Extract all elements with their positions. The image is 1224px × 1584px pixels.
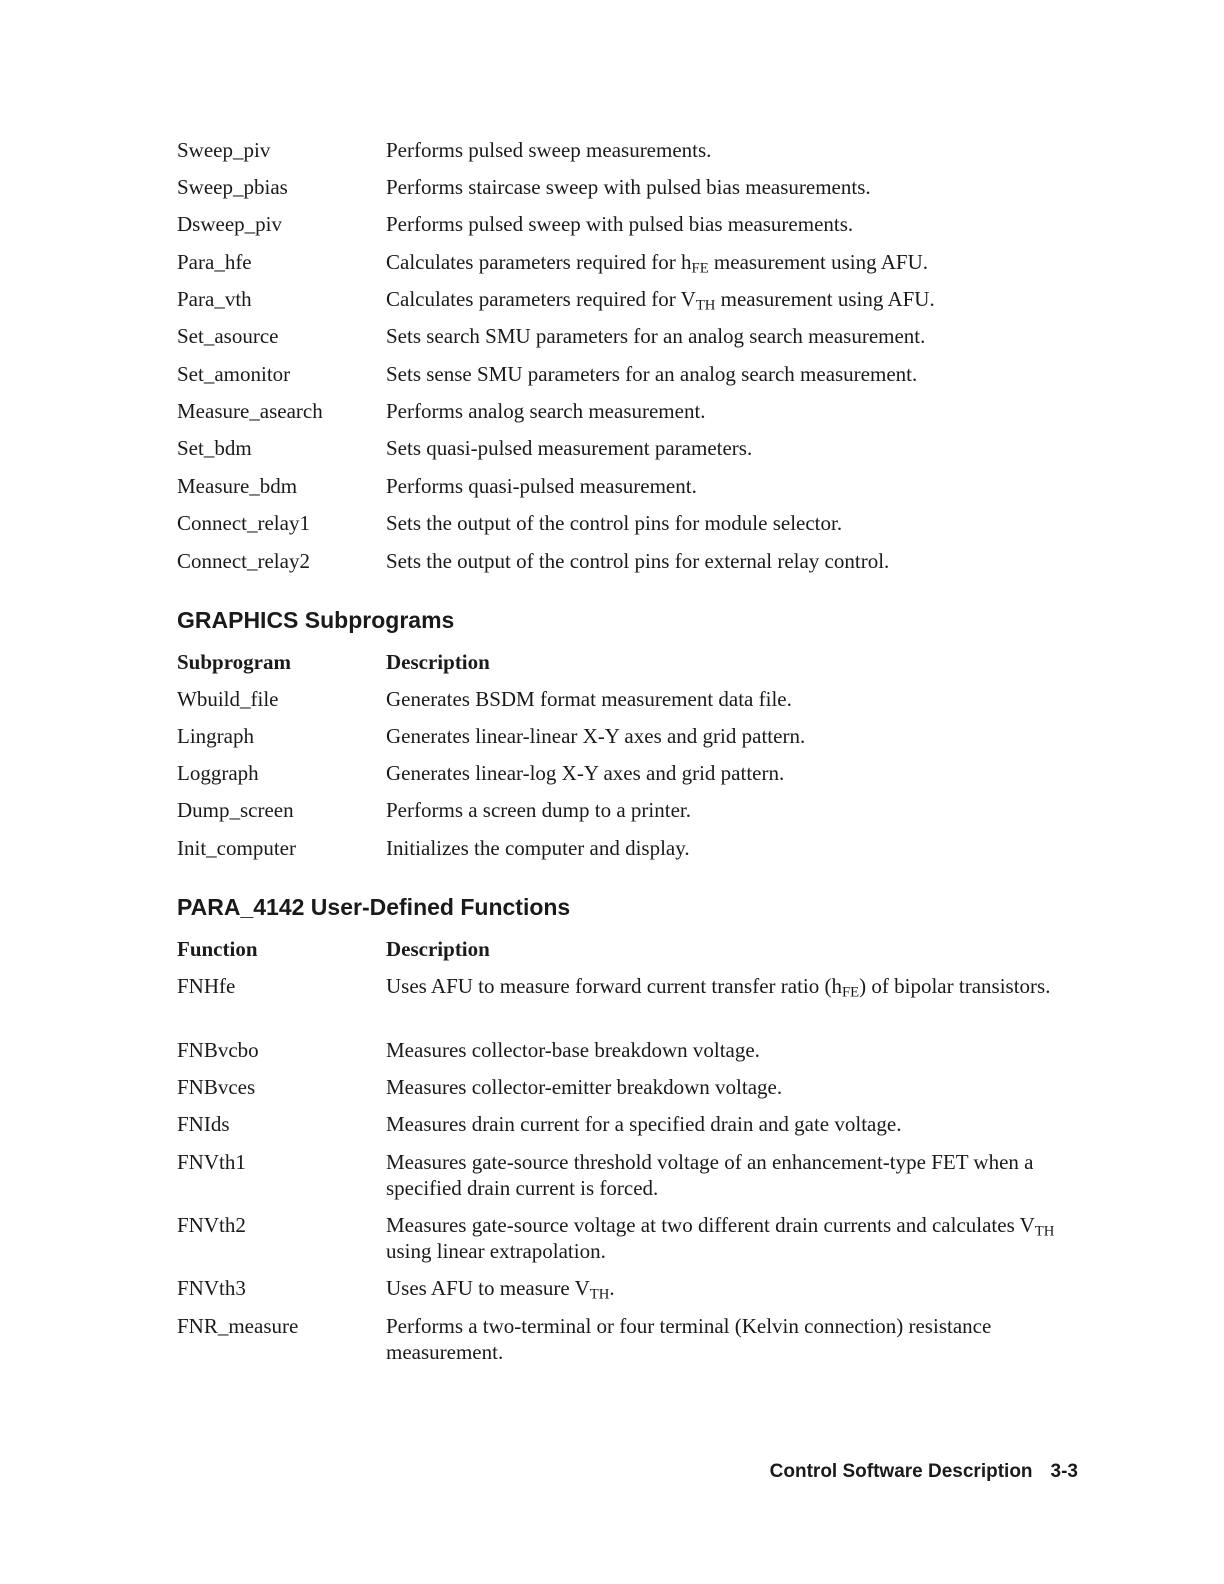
subprogram-description: Calculates parameters required for $V_{TH}$ measurement using AFU. — [386, 287, 935, 314]
subprogram-name: Set_amonitor — [177, 362, 291, 386]
subprogram-description: Performs a screen dump to a printer. — [386, 798, 691, 822]
subprogram-name: Para_hfe — [177, 250, 252, 274]
subprogram-description: Calculates parameters required for $h_{FE}$ measurement using AFU. — [386, 250, 928, 277]
subprogram-description: Performs pulsed sweep with pulsed bias measurements. — [386, 212, 854, 236]
function-description: Measures collector-base breakdown voltage. — [386, 1038, 760, 1062]
column-header-description: Description — [386, 650, 490, 674]
subprogram-name: Sweep_pbias — [177, 175, 288, 199]
subprogram-description: Performs quasi-pulsed measurement. — [386, 474, 697, 498]
subprogram-name: Wbuild_file — [177, 687, 279, 711]
column-header-description: Description — [386, 937, 490, 961]
function-name: FNVth1 — [177, 1150, 246, 1174]
column-header-function: Function — [177, 937, 258, 961]
section-heading-para: PARA_4142 User-Defined Functions — [177, 894, 571, 920]
subprogram-description: Initializes the computer and display. — [386, 836, 690, 860]
page-number: 3-3 — [1050, 1461, 1078, 1482]
subprogram-description: Sets sense SMU parameters for an analog search measurement. — [386, 362, 918, 386]
function-description: Measures drain current for a specified drain and gate voltage. — [386, 1112, 902, 1136]
function-description: Uses AFU to measure $V_{TH}$. — [386, 1276, 615, 1303]
function-name: FNBvcbo — [177, 1038, 259, 1062]
subprogram-name: Sweep_piv — [177, 138, 271, 162]
footer-title: Control Software Description — [769, 1461, 1033, 1482]
function-description: Uses AFU to measure forward current transfer ratio $(h_{FE})$ of bipolar transistors. — [386, 974, 1051, 1001]
subprogram-description: Sets the output of the control pins for external relay control. — [386, 549, 890, 573]
subprogram-name: Measure_asearch — [177, 399, 323, 423]
subprogram-name: Dsweep_piv — [177, 212, 282, 236]
subprogram-name: Set_bdm — [177, 436, 252, 460]
function-description: Measures gate-source threshold voltage of an enhancement-type FET when a specified drain current is forced. — [386, 1150, 1034, 1200]
subprogram-description: Sets the output of the control pins for module selector. — [386, 511, 843, 535]
function-name: FNVth3 — [177, 1276, 246, 1300]
subprogram-description: Performs pulsed sweep measurements. — [386, 138, 712, 162]
subprogram-description: Sets search SMU parameters for an analog search measurement. — [386, 324, 926, 348]
subprogram-name: Para_vth — [177, 287, 252, 311]
subprogram-name: Loggraph — [177, 761, 259, 785]
function-name: FNR_measure — [177, 1314, 299, 1338]
column-header-subprogram: Subprogram — [177, 650, 291, 674]
subprogram-name: Lingraph — [177, 724, 254, 748]
subprogram-description: Generates linear-linear X-Y axes and grid pattern. — [386, 724, 806, 748]
subprogram-description: Sets quasi-pulsed measurement parameters. — [386, 436, 753, 460]
function-name: FNHfe — [177, 974, 236, 998]
function-name: FNBvces — [177, 1075, 256, 1099]
subprogram-name: Connect_relay1 — [177, 511, 310, 535]
subprogram-name: Set_asource — [177, 324, 279, 348]
subprogram-name: Init_computer — [177, 836, 296, 860]
page-footer — [770, 1461, 1078, 1483]
subprogram-name: Connect_relay2 — [177, 549, 310, 573]
subprogram-name: Dump_screen — [177, 798, 294, 822]
section-heading-graphics: GRAPHICS Subprograms — [177, 607, 455, 633]
subprogram-description: Performs analog search measurement. — [386, 399, 706, 423]
subprogram-name: Measure_bdm — [177, 474, 298, 498]
function-description: Performs a two-terminal or four terminal (Kelvin connection) resistance measurement. — [386, 1314, 992, 1364]
function-description: Measures collector-emitter breakdown voltage. — [386, 1075, 783, 1099]
subprogram-description: Generates linear-log X-Y axes and grid pattern. — [386, 761, 785, 785]
subprogram-description: Generates BSDM format measurement data file. — [386, 687, 792, 711]
subprogram-description: Performs staircase sweep with pulsed bias measurements. — [386, 175, 871, 199]
function-name: FNIds — [177, 1112, 230, 1136]
function-description: Measures gate-source voltage at two different drain currents and calculates $V_{TH}$ using linear extrapolation. — [386, 1213, 1055, 1263]
function-name: FNVth2 — [177, 1213, 246, 1237]
